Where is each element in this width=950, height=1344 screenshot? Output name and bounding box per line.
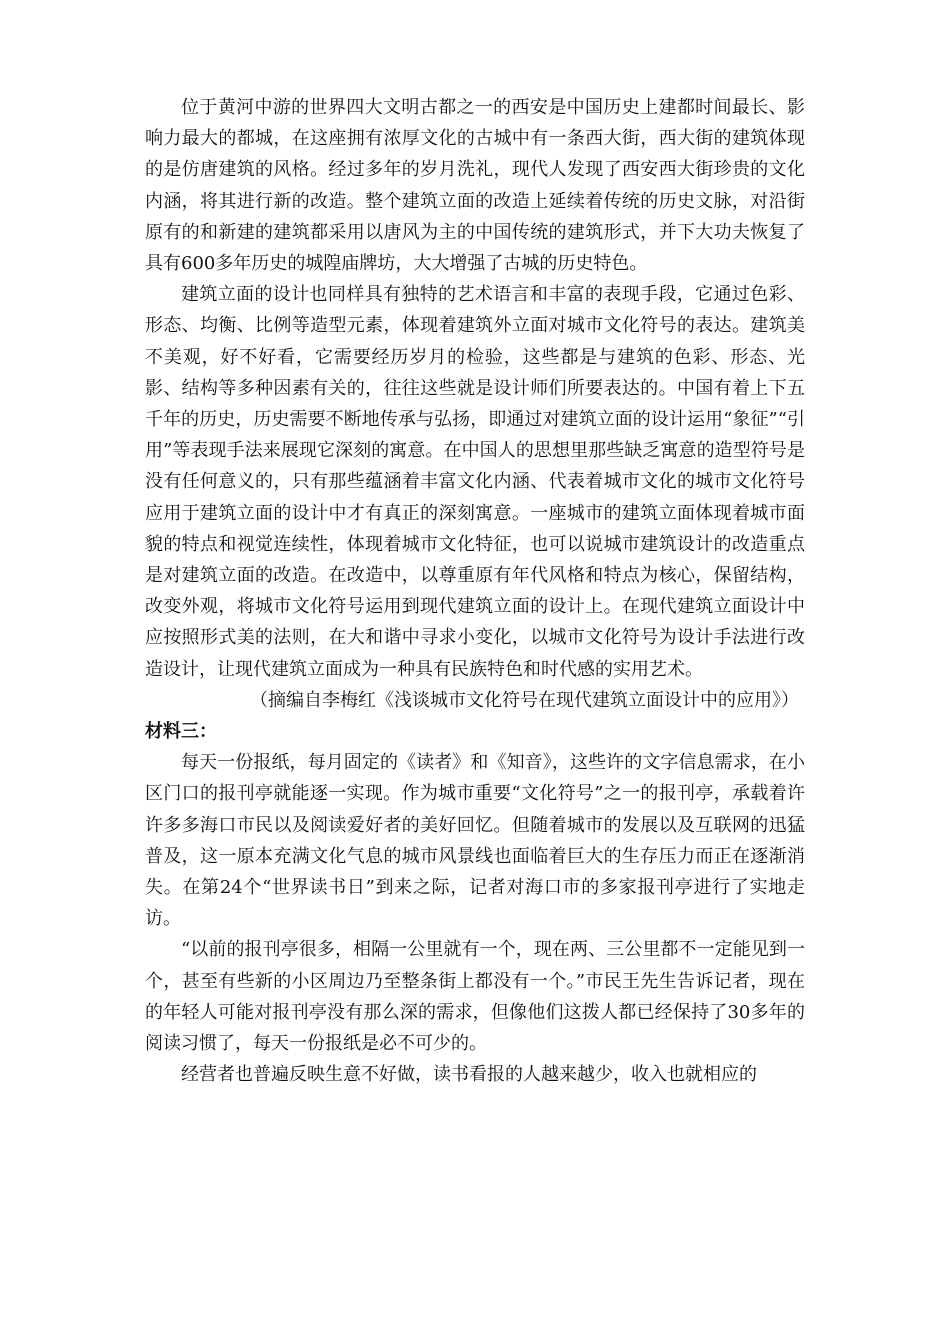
paragraph-facade-design: 建筑立面的设计也同样具有独特的艺术语言和丰富的表现手段，它通过色彩、形态、均衡、比例等造型元素，体现着建筑外立面对城市文化符号的表达。建筑美不美观，好不好看，它需要经历岁月的检验，这些都是与建筑的色彩、形态、光影、结构等多种因素有关的，往往这些就是设计师们所要表达的。中国有着上下五千年的历史，历史需要不断地传承与弘扬，即通过对建筑立面的设计运用“象征”“引用”等表现手法来展现它深刻的寓意。在中国人的思想里那些缺乏寓意的造型符号是没有任何意义的，只有那些蕴涵着丰富文化内涵、代表着城市文化的城市文化符号应用于建筑立面的设计中才有真正的深刻寓意。一座城市的建筑立面体现着城市面貌的特点和视觉连续性，体现着城市文化特征，也可以说城市建筑设计的改造重点是对建筑立面的改造。在改造中，以尊重原有年代风格和特点为核心，保留结构，改变外观，将城市文化符号运用到现代建筑立面的设计上。在现代建筑立面设计中应按照形式美的法则，在大和谐中寻求小变化，以城市文化符号为设计手法进行改造设计，让现代建筑立面成为一种具有民族特色和时代感的实用艺术。 (145, 284, 805, 680)
paragraph-newsstand-intro: 每天一份报纸，每月固定的《读者》和《知音》，这些许的文字信息需求，在小区门口的报刊亭就能逐一实现。作为城市重要“文化符号”之一的报刊亭，承载着许许多多海口市民以及阅读爱好者的美好回忆。但随着城市的发展以及互联网的迅猛普及，这一原本充满文化气息的城市风景线也面临着巨大的生存压力而正在逐渐消失。在第24个“世界读书日”到来之际，记者对海口市的多家报刊亭进行了实地走访。 (145, 752, 805, 930)
section-title: 材料三： (145, 721, 217, 743)
paragraph-xian-west-street: 位于黄河中游的世界四大文明古都之一的西安是中国历史上建都时间最长、影响力最大的都城，在这座拥有浓厚文化的古城中有一条西大街，西大街的建筑体现的是仿唐建筑的风格。经过多年的岁月洗礼，现代人发现了西安西大街珍贵的文化内涵，将其进行新的改造。整个建筑立面的改造上延续着传统的历史文脉，对沿街原有的和新建的建筑都采用以唐风为主的中国传统的建筑形式，并下大功夫恢复了具有600多年历史的城隍庙牌坊，大大增强了古城的历史特色。 (145, 97, 805, 275)
document-page (145, 92, 805, 1091)
paragraph-citizen-quote: “以前的报刊亭很多，相隔一公里就有一个，现在两、三公里都不一定能见到一个，甚至有些新的小区周边乃至整条街上都没有一个。”市民王先生告诉记者，现在的年轻人可能对报刊亭没有那么深的需求，但像他们这拨人都已经保持了30多年的阅读习惯了，每天一份报纸是必不可少的。 (145, 939, 805, 1055)
paragraph-operators: 经营者也普遍反映生意不好做，读书看报的人越来越少，收入也就相应的 (181, 1064, 757, 1086)
source-citation: （摘编自李梅红《浅谈城市文化符号在现代建筑立面设计中的应用》） (250, 689, 799, 711)
